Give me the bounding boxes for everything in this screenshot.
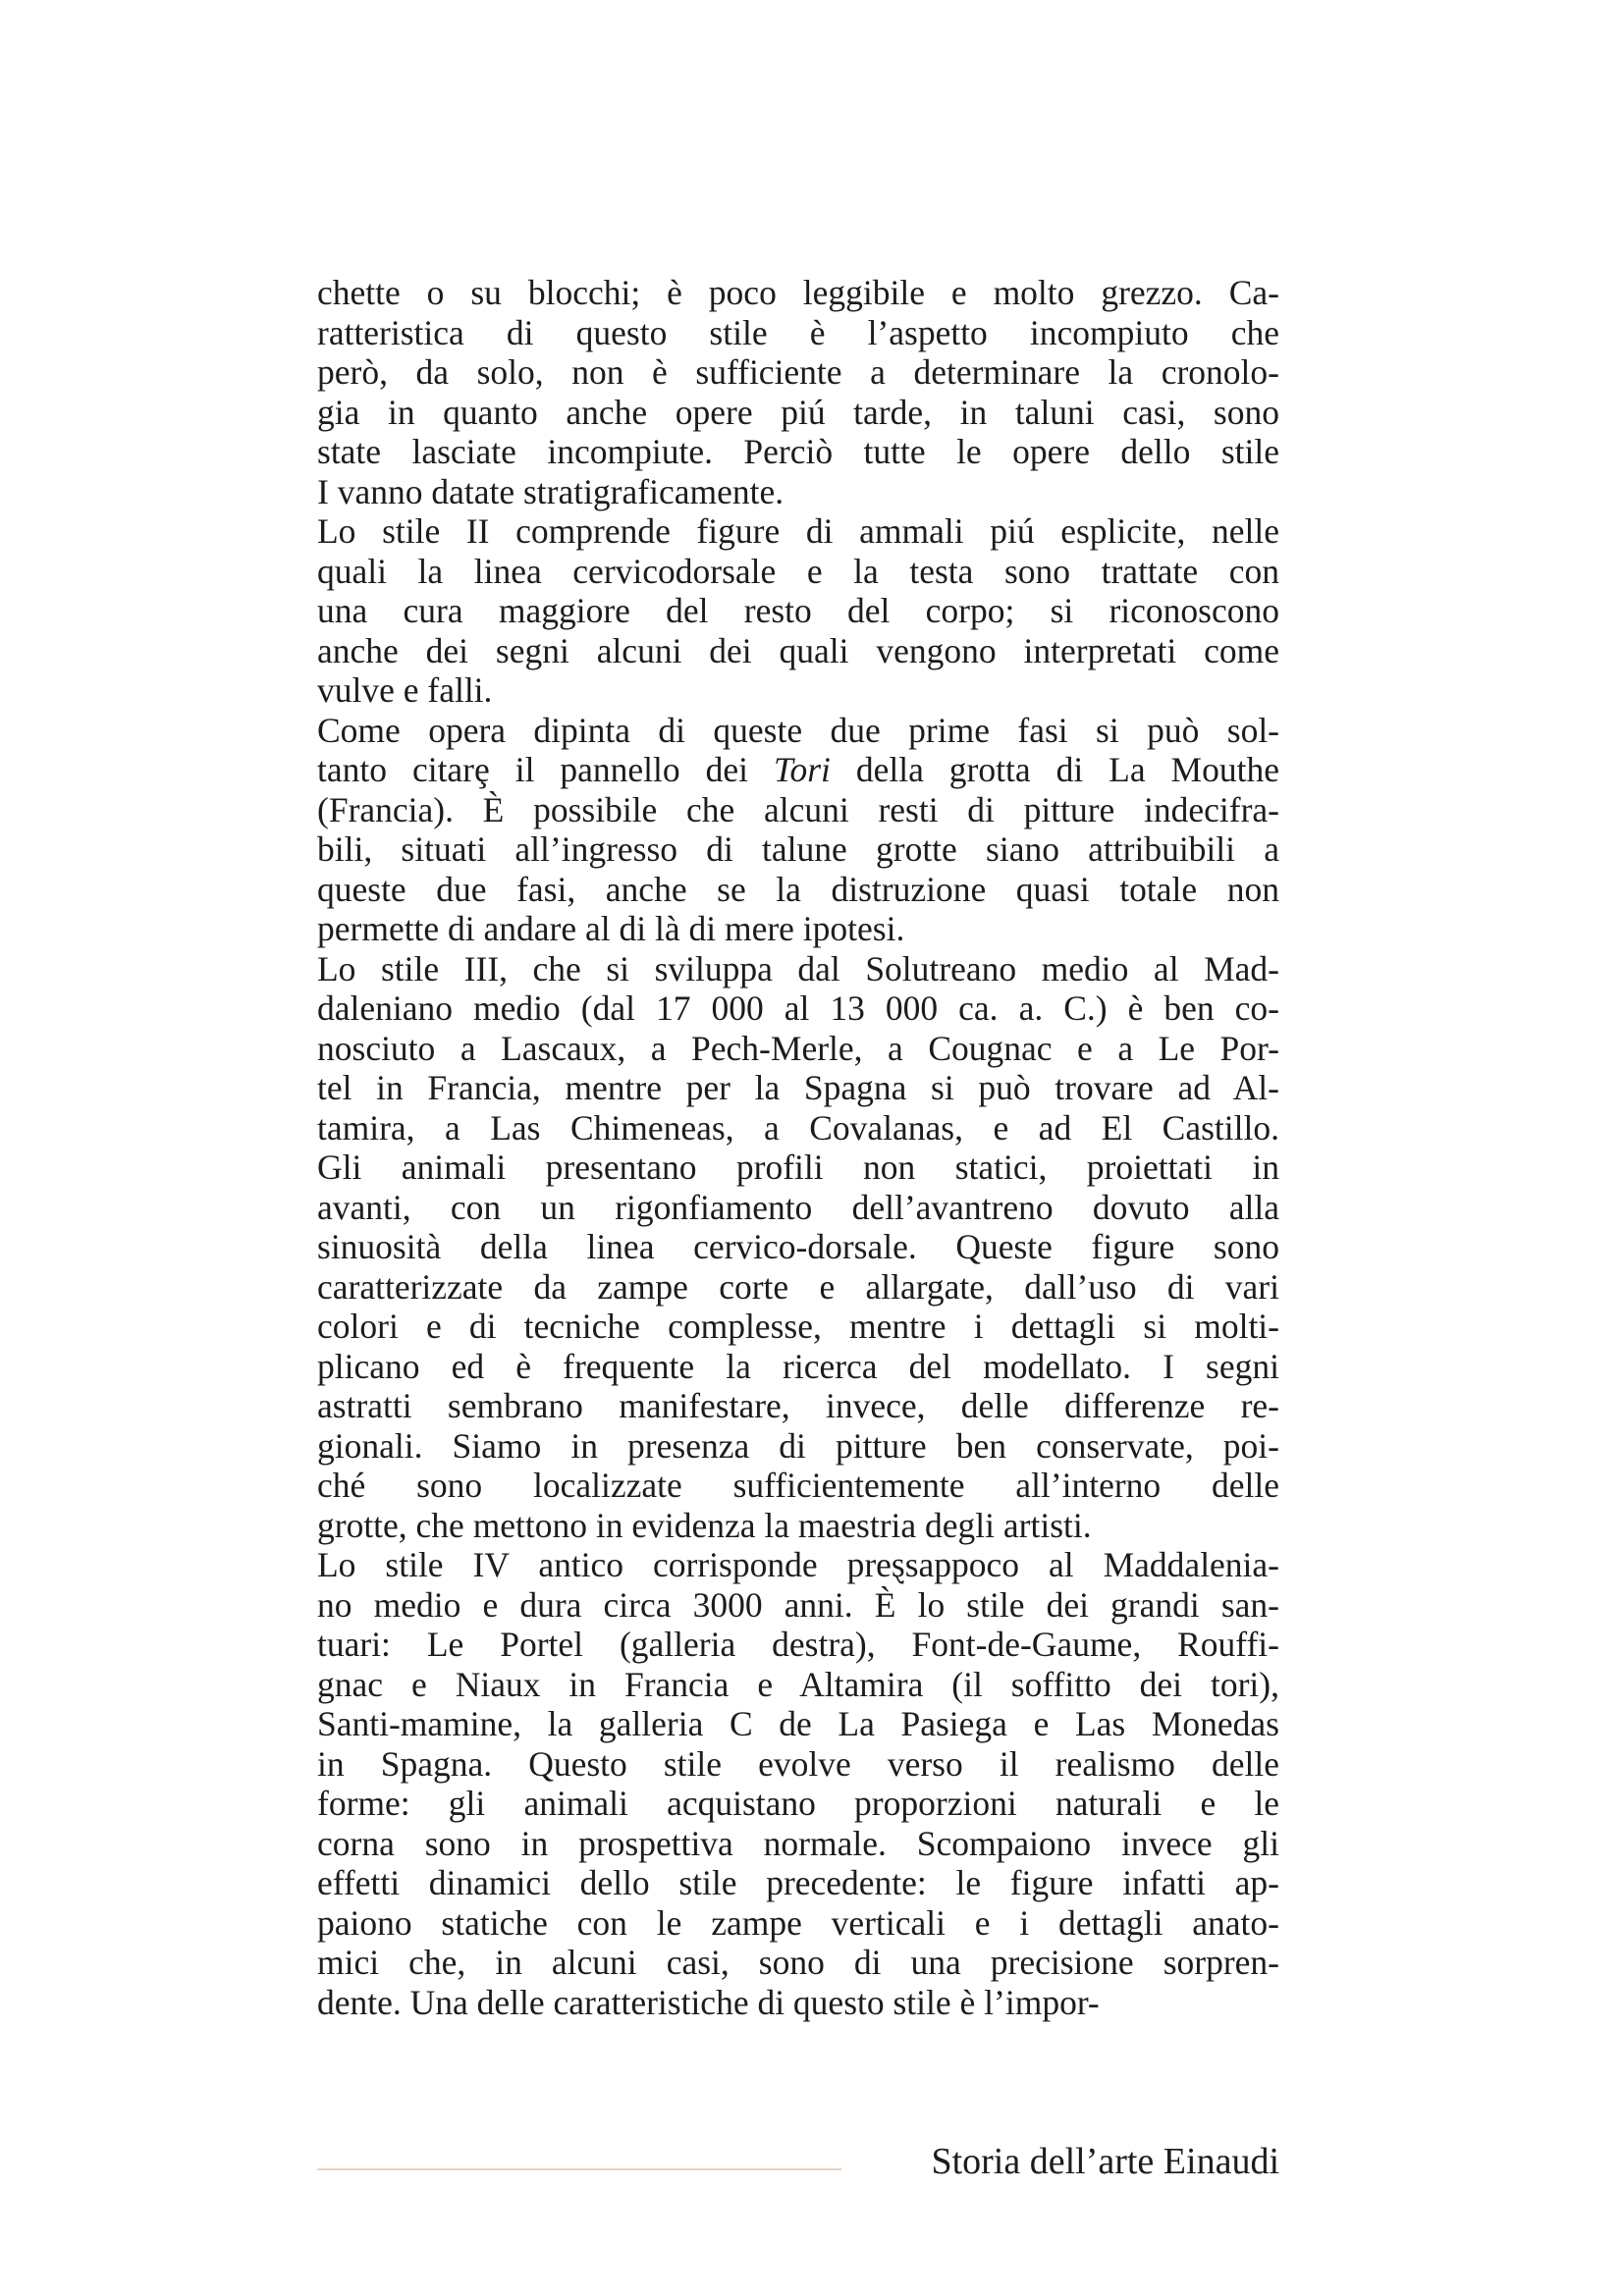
text-line: nosciuto a Lascaux, a Pech-Merle, a Cougnac e a Le Por-	[317, 1028, 1279, 1068]
text-line: no medio e dura circa 3000 anni. È lo stile dei grandi san-	[317, 1584, 1279, 1625]
text-line: daleniano medio (dal 17 000 al 13 000 ca. a. C.) è ben co-	[317, 988, 1279, 1028]
body-text	[317, 273, 1279, 2022]
page-footer	[317, 2138, 1279, 2187]
text-line: gionali. Siamo in presenza di pitture ben conservate, poi-	[317, 1425, 1279, 1466]
text-line: Gli animali presentano profili non statici, proiettati in	[317, 1148, 1279, 1187]
italic-term: Tori	[773, 750, 831, 789]
footer-title: Storia dell’arte Einaudi	[931, 2141, 1279, 2182]
text-line: gnac e Niaux in Francia e Altamira (il soffitto dei tori),	[317, 1664, 1279, 1704]
text-line: in Spagna. Questo stile evolve verso il realismo delle	[317, 1743, 1279, 1784]
text-line: dente. Una delle caratteristiche di questo stile è l’impor-	[317, 1982, 1100, 2022]
text-line: ché sono localizzate sufficientemente all’interno delle	[317, 1466, 1279, 1505]
text-line: tanto citarȩ il pannello dei Tori della grotta di La Mouthe	[317, 750, 1279, 789]
text-line: tamira, a Las Chimeneas, a Covalanas, e ad El Castillo.	[317, 1107, 1279, 1148]
text-line: una cura maggiore del resto del corpo; si riconoscono	[317, 591, 1279, 630]
text-line: Lo stile III, che si sviluppa dal Solutreano medio al Mad-	[317, 948, 1279, 988]
text-line: avanti, con un rigonfiamento dell’avantreno dovuto alla	[317, 1187, 1279, 1227]
footer-rule	[317, 2168, 841, 2170]
text-line: grotte, che mettono in evidenza la maestria degli artisti.	[317, 1505, 1092, 1545]
text-line: state lasciate incompiute. Perciò tutte le opere dello stile	[317, 432, 1279, 471]
text-line: corna sono in prospettiva normale. Scompaiono invece gli	[317, 1823, 1279, 1863]
text-line: Lo stile IV antico corrisponde preȿsappoco al Maddalenia-	[317, 1545, 1279, 1584]
text-line: quali la linea cervicodorsale e la testa sono trattate con	[317, 551, 1279, 591]
text-line: Lo stile II comprende figure di ammali piú esplicite, nelle	[317, 511, 1279, 551]
text-line: Come opera dipinta di queste due prime fasi si può sol-	[317, 710, 1279, 750]
text-line: paiono statiche con le zampe verticali e i dettagli anato-	[317, 1902, 1279, 1943]
text-line: sinuosità della linea cervico-dorsale. Queste figure sono	[317, 1227, 1279, 1266]
text-line: astratti sembrano manifestare, invece, delle differenze re-	[317, 1386, 1279, 1425]
text-line: mici che, in alcuni casi, sono di una precisione sorpren-	[317, 1943, 1279, 1982]
text-line: queste due fasi, anche se la distruzione quasi totale non	[317, 869, 1279, 909]
text-line: però, da solo, non è sufficiente a determinare la cronolo-	[317, 352, 1279, 392]
text-line: chette o su blocchi; è poco leggibile e molto grezzo. Ca-	[317, 273, 1279, 312]
text-line: forme: gli animali acquistano proporzioni naturali e le	[317, 1784, 1279, 1823]
text-line: permette di andare al di là di mere ipotesi.	[317, 909, 905, 948]
text-line: Santi-mamine, la galleria C de La Pasiega e Las Monedas	[317, 1704, 1279, 1743]
text-line: ratteristica di questo stile è l’aspetto incompiuto che	[317, 312, 1279, 352]
text-line: bili, situati all’ingresso di talune grotte siano attribuibili a	[317, 829, 1279, 869]
text-line: vulve e falli.	[317, 670, 493, 710]
text-line: I vanno datate stratigraficamente.	[317, 471, 784, 511]
text-line: tel in Francia, mentre per la Spagna si può trovare ad Al-	[317, 1068, 1279, 1107]
text-line: gia in quanto anche opere piú tarde, in taluni casi, sono	[317, 392, 1279, 432]
text-line: anche dei segni alcuni dei quali vengono interpretati come	[317, 630, 1279, 670]
text-line: caratterizzate da zampe corte e allargate, dall’uso di vari	[317, 1266, 1279, 1307]
text-line: plicano ed è frequente la ricerca del modellato. I segni	[317, 1346, 1279, 1386]
text-line: (Francia). È possibile che alcuni resti di pitture indecifra-	[317, 789, 1279, 829]
text-line: tuari: Le Portel (galleria destra), Font-de-Gaume, Rouffi-	[317, 1625, 1279, 1664]
text-line: colori e di tecniche complesse, mentre i dettagli si molti-	[317, 1307, 1279, 1346]
text-line: effetti dinamici dello stile precedente: le figure infatti ap-	[317, 1863, 1279, 1902]
